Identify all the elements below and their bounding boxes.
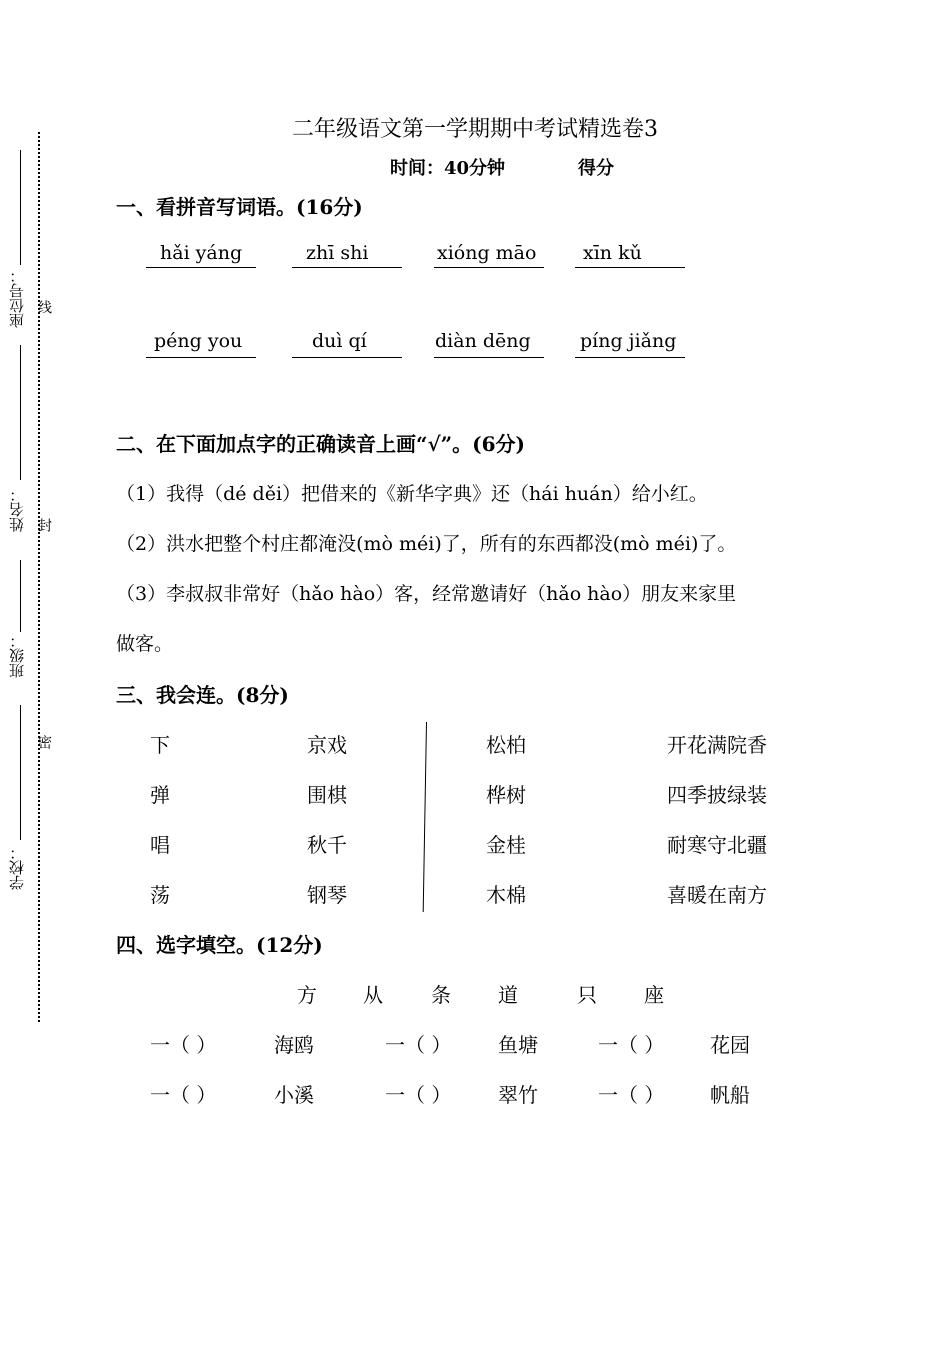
fill-word: 花园 (710, 1033, 750, 1057)
fill-blank[interactable]: 一（ ） (598, 1083, 665, 1107)
school-label: 学校： (8, 845, 26, 890)
matching-divider (423, 722, 427, 912)
section2-heading: 二、在下面加点字的正确读音上画“√”。(6分) (116, 432, 525, 456)
choice-char: 座 (644, 983, 664, 1007)
score-label: 得分 (578, 158, 614, 179)
answer-line-8[interactable] (575, 357, 685, 358)
fill-blank[interactable]: 一（ ） (598, 1033, 665, 1057)
match-col2-item[interactable]: 京戏 (307, 733, 347, 757)
name-blank (20, 345, 21, 480)
seat-number-blank (20, 150, 21, 265)
section3-heading: 三、我会连。(8分) (116, 683, 289, 707)
choice-char: 道 (498, 983, 518, 1007)
fill-word: 帆船 (710, 1083, 750, 1107)
match-col1-item[interactable]: 唱 (150, 833, 170, 857)
cut-mark-line: 线 (36, 300, 52, 314)
match-col4-item[interactable]: 四季披绿装 (667, 783, 767, 807)
choice-char: 方 (297, 983, 317, 1007)
pinyin-5: péng you (154, 330, 243, 352)
match-col1-item[interactable]: 下 (150, 733, 170, 757)
pinyin-3: xióng māo (437, 242, 537, 264)
seat-number-label: 座位号： (8, 268, 26, 328)
match-col1-item[interactable]: 弹 (150, 783, 170, 807)
question-line-1: （1）我得（dé děi）把借来的《新华字典》还（hái huán）给小红。 (116, 483, 708, 505)
fill-blank[interactable]: 一（ ） (385, 1033, 452, 1057)
match-col4-item[interactable]: 开花满院香 (667, 733, 767, 757)
school-blank (20, 705, 21, 840)
binding-dotted-line (38, 132, 40, 1022)
cut-mark-seal: 封 (36, 518, 52, 532)
match-col3-item[interactable]: 桦树 (486, 783, 526, 807)
question-line-3: （3）李叔叔非常好（hǎo hào）客，经常邀请好（hǎo hào）朋友来家里 (116, 583, 737, 605)
match-col2-item[interactable]: 钢琴 (307, 883, 347, 907)
match-col3-item[interactable]: 松柏 (486, 733, 526, 757)
fill-blank[interactable]: 一（ ） (150, 1083, 217, 1107)
fill-blank[interactable]: 一（ ） (150, 1033, 217, 1057)
match-col3-item[interactable]: 金桂 (486, 833, 526, 857)
exam-time: 时间：40分钟 (390, 158, 506, 179)
answer-line-6[interactable] (292, 357, 402, 358)
answer-line-4[interactable] (575, 267, 685, 268)
match-col2-item[interactable]: 围棋 (307, 783, 347, 807)
section1-heading: 一、看拼音写词语。(16分) (116, 195, 363, 219)
fill-word: 小溪 (274, 1083, 314, 1107)
choice-char: 从 (363, 983, 383, 1007)
cut-mark-secret: 密 (36, 735, 52, 749)
fill-blank[interactable]: 一（ ） (385, 1083, 452, 1107)
fill-word: 海鸥 (274, 1033, 314, 1057)
answer-line-3[interactable] (434, 267, 544, 268)
pinyin-1: hǎi yáng (160, 242, 243, 264)
match-col4-item[interactable]: 耐寒守北疆 (667, 833, 767, 857)
answer-line-2[interactable] (292, 267, 402, 268)
pinyin-6: duì qí (312, 330, 367, 352)
pinyin-8: píng jiǎng (580, 330, 677, 352)
match-col2-item[interactable]: 秋千 (307, 833, 347, 857)
pinyin-2: zhī shi (306, 242, 369, 264)
pinyin-4: xīn kǔ (583, 242, 642, 264)
section4-heading: 四、选字填空。(12分) (116, 933, 323, 957)
class-label: 班级： (8, 633, 26, 678)
answer-line-5[interactable] (146, 357, 256, 358)
fill-word: 鱼塘 (498, 1033, 538, 1057)
match-col1-item[interactable]: 荡 (150, 883, 170, 907)
match-col3-item[interactable]: 木棉 (486, 883, 526, 907)
pinyin-7: diàn dēng (435, 330, 531, 352)
question-line-3-continued: 做客。 (116, 633, 174, 655)
fill-word: 翠竹 (498, 1083, 538, 1107)
answer-line-1[interactable] (146, 267, 256, 268)
question-line-2: （2）洪水把整个村庄都淹没(mò méi)了，所有的东西都没(mò méi)了。 (116, 533, 737, 555)
match-col4-item[interactable]: 喜暖在南方 (667, 883, 767, 907)
class-blank (20, 560, 21, 632)
answer-line-7[interactable] (434, 357, 544, 358)
choice-char: 只 (577, 983, 597, 1007)
name-label: 姓名： (8, 487, 26, 532)
page-title: 二年级语文第一学期期中考试精选卷3 (292, 117, 658, 142)
choice-char: 条 (431, 983, 451, 1007)
